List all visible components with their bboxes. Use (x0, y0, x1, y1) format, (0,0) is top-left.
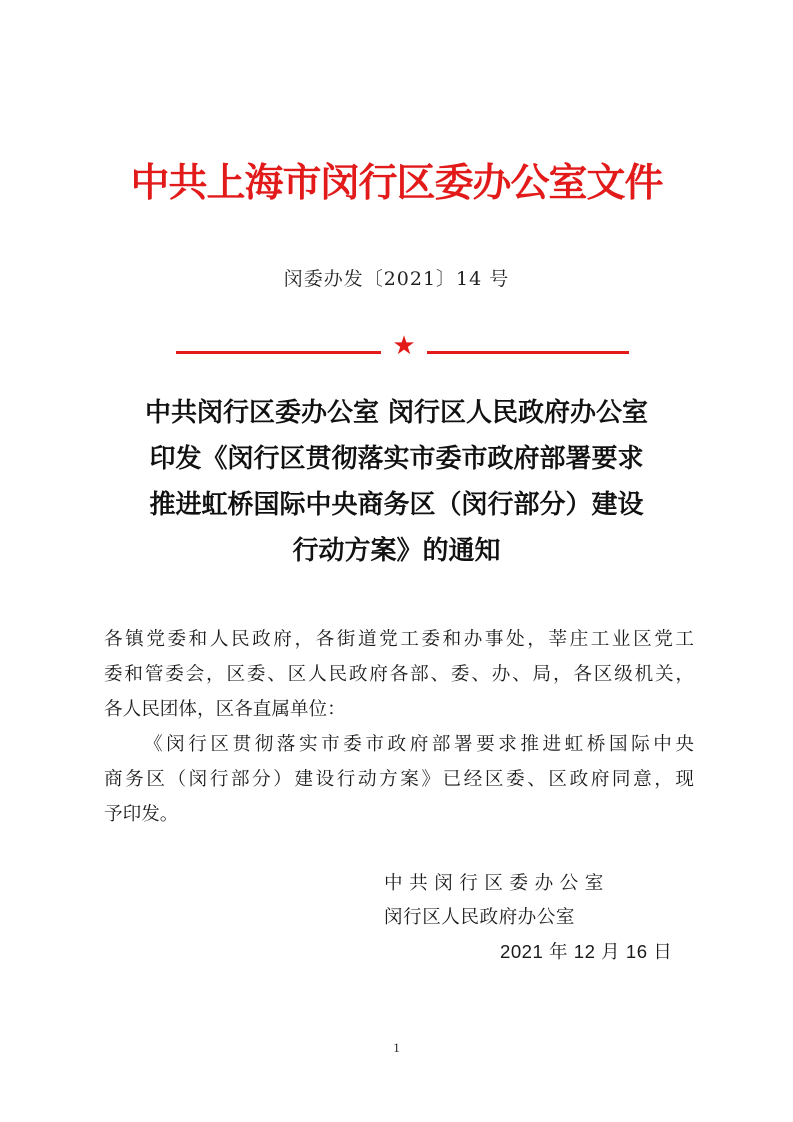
title-line: 中共闵行区委办公室 闵行区人民政府办公室 (144, 398, 649, 428)
title-line: 推进虹桥国际中央商务区（闵行部分）建设 (149, 490, 644, 520)
document-title (90, 390, 703, 574)
signature-date: 2021 年 12 月 16 日 (500, 941, 673, 962)
document-number: 闵委办发〔2021〕14 号 (283, 268, 510, 290)
red-rule-right (427, 351, 629, 354)
document-body (104, 622, 694, 832)
title-line: 印发《闵行区贯彻落实市委市政府部署要求 (149, 444, 644, 474)
masthead: 中共上海市闵行区委办公室文件 (130, 160, 663, 206)
body-line: 各镇党委和人民政府，各街道党工委和办事处，莘庄工业区党工 (104, 629, 694, 650)
signature-issuer-party: 中共闵行区委办公室 (384, 873, 610, 894)
page-number: 1 (393, 1040, 400, 1055)
star-icon: ★ (392, 331, 416, 361)
body-line: 商务区（闵行部分）建设行动方案》已经区委、区政府同意，现 (104, 769, 694, 790)
body-line: 《闵行区贯彻落实市委市政府部署要求推进虹桥国际中央 (144, 734, 694, 755)
signature-issuer-government: 闵行区人民政府办公室 (384, 907, 575, 928)
body-line: 予印发。 (104, 804, 179, 825)
body-line: 委和管委会，区委、区人民政府各部、委、办、局，各区级机关， (104, 664, 694, 685)
red-rule-left (176, 351, 381, 354)
body-line: 各人民团体，区各直属单位： (104, 699, 346, 720)
title-line: 行动方案》的通知 (292, 536, 501, 566)
